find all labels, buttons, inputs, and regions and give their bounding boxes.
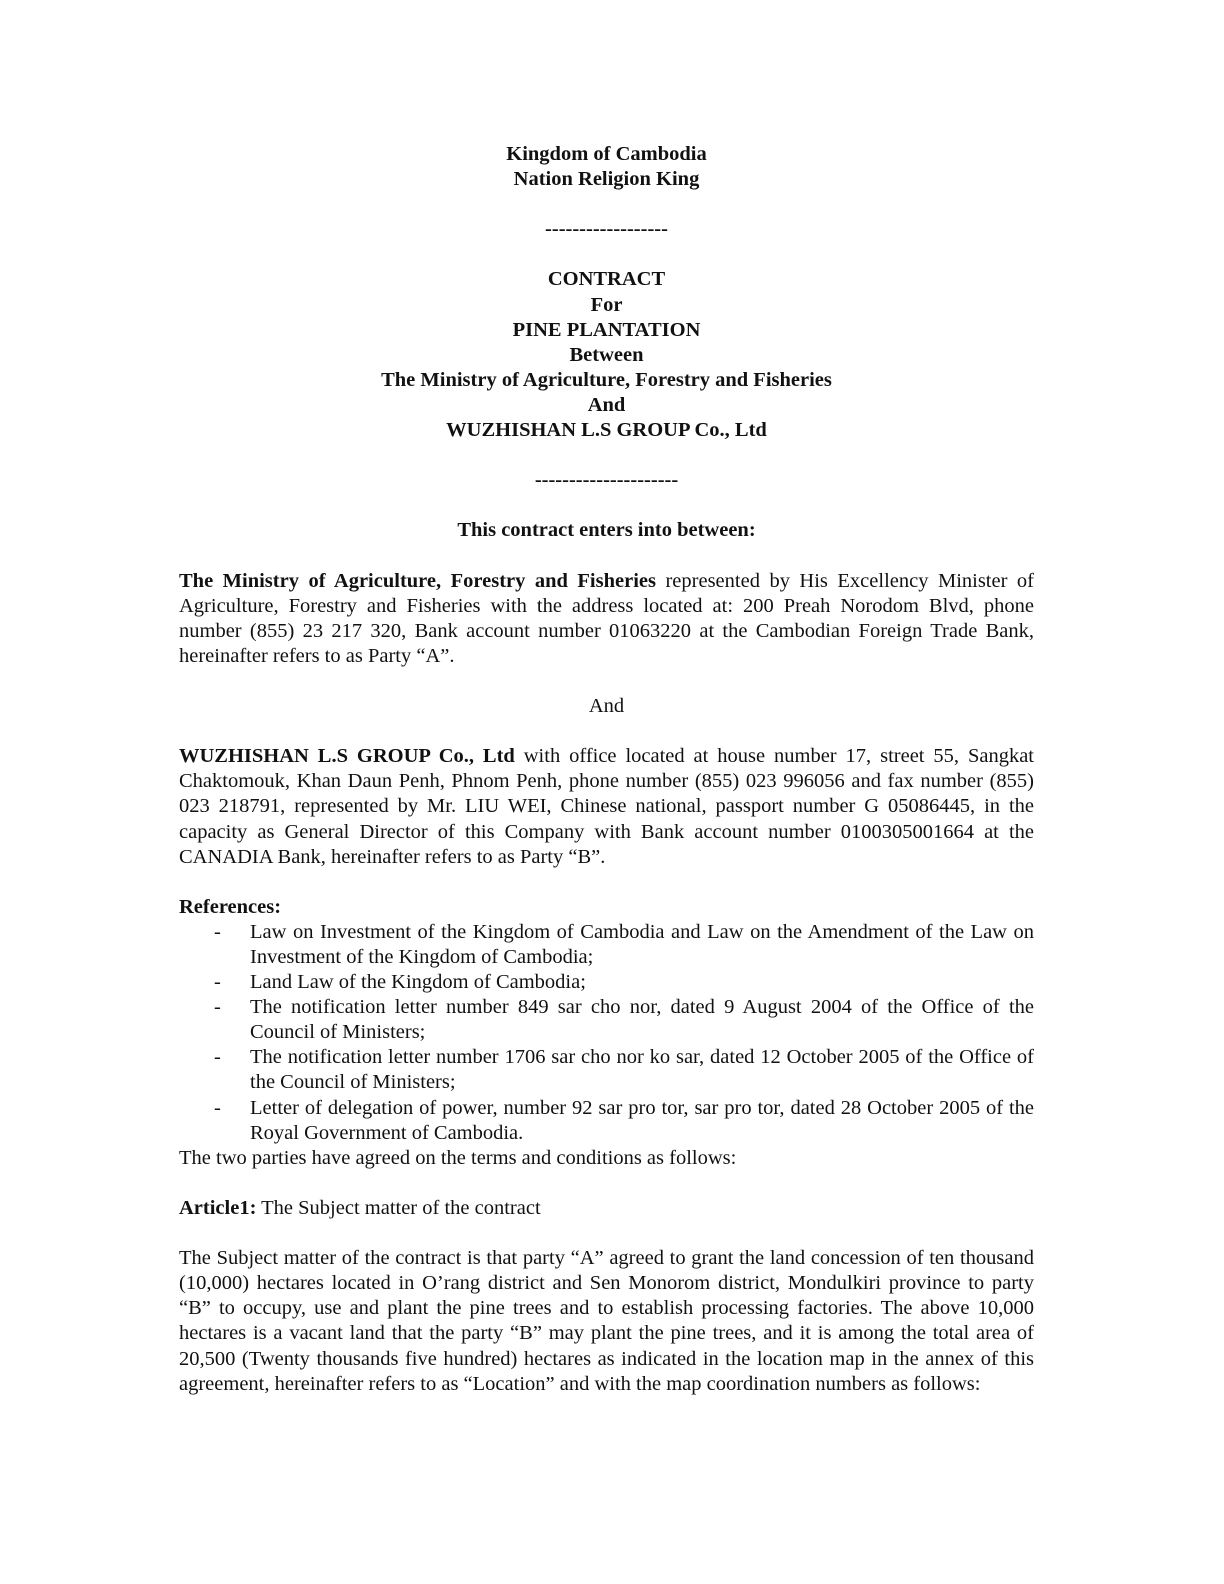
agreement-statement: The two parties have agreed on the terms and conditions as follows: (179, 1146, 737, 1169)
national-motto: Nation Religion King (513, 168, 700, 191)
party-b-paragraph (179, 744, 1034, 869)
spacer (179, 493, 1034, 518)
title-line: For (590, 293, 623, 316)
contract-title (179, 267, 1034, 443)
title-line: WUZHISHAN L.S GROUP Co., Ltd (446, 419, 767, 442)
spacer (179, 870, 1034, 895)
intro-heading: This contract enters into between: (457, 519, 756, 542)
bullet-dash: - (214, 971, 221, 994)
document-page (179, 142, 1034, 1397)
bullet-dash: - (214, 1046, 221, 1069)
spacer (179, 1171, 1034, 1196)
spacer (179, 669, 1034, 694)
title-line: The Ministry of Agriculture, Forestry and Fisheries (381, 368, 832, 391)
reference-item (179, 970, 1034, 995)
reference-text: The notification letter number 1706 sar cho nor ko sar, dated 12 October 2005 of the Office of the Council of Ministers; (250, 1046, 1034, 1094)
reference-text: Land Law of the Kingdom of Cambodia; (250, 971, 586, 994)
reference-item (179, 920, 1034, 970)
reference-text: The notification letter number 849 sar cho nor, dated 9 August 2004 of the Office of the Council of Ministers; (250, 996, 1034, 1044)
bullet-dash: - (214, 996, 221, 1019)
divider-bottom: --------------------- (534, 469, 679, 492)
title-line: Between (569, 343, 644, 366)
country-heading: Kingdom of Cambodia (506, 143, 707, 165)
reference-text: Law on Investment of the Kingdom of Cambodia and Law on the Amendment of the Law on Investment of the Kingdom of Cambodia; (250, 920, 1034, 968)
party-a-name: The Ministry of Agriculture, Forestry and Fisheries (179, 569, 656, 592)
reference-item (179, 1096, 1034, 1146)
title-line: CONTRACT (547, 268, 666, 291)
spacer (179, 443, 1034, 468)
references-heading: References: (179, 895, 282, 918)
divider-top: ------------------ (545, 218, 668, 241)
article1-body: The Subject matter of the contract is that party “A” agreed to grant the land concession of ten thousand (10,000) hectares located in O’rang district and Sen Monorom district, Mondulkiri province to party “B” to occupy, use and plant the pine trees and to establish processing factories. The above 10,000 hectares is a vacant land that the party “B” may plant the pine trees, and it is among the total area of 20,500 (Twenty thousands five hundred) hectares as indicated in the location map in the annex of this agreement, hereinafter refers to as “Location” and with the map coordination numbers as follows: (179, 1247, 1034, 1395)
bullet-dash: - (214, 920, 221, 943)
article1-heading (179, 1196, 1034, 1221)
spacer (179, 242, 1034, 267)
reference-item (179, 995, 1034, 1045)
spacer (179, 719, 1034, 744)
reference-item (179, 1045, 1034, 1095)
party-b-name: WUZHISHAN L.S GROUP Co., Ltd (179, 745, 515, 768)
spacer (179, 544, 1034, 569)
spacer (179, 1221, 1034, 1246)
spacer (179, 192, 1034, 217)
title-line: And (587, 393, 626, 416)
party-b-text: with office located at house number 17, street 55, Sangkat Chaktomouk, Khan Daun Penh, Phnom Penh, phone number (855) 023 996056 and fax number (855) 023 218791, represented by Mr. LIU WEI, Chinese national, passport number G 05086445, in the capacity as General Director of this Company with Bank account number 0100305001664 at the CANADIA Bank, hereinafter refers to as Party “B”. (179, 745, 1034, 868)
reference-text: Letter of delegation of power, number 92 sar pro tor, sar pro tor, dated 28 October 2005 of the Royal Government of Cambodia. (250, 1096, 1034, 1144)
title-line: PINE PLANTATION (512, 318, 701, 341)
party-a-paragraph (179, 569, 1034, 669)
article1-label: Article1: (179, 1196, 257, 1219)
bullet-dash: - (214, 1096, 221, 1119)
article1-title: The Subject matter of the contract (256, 1196, 541, 1219)
and-separator: And (588, 695, 625, 718)
references-list (179, 920, 1034, 1146)
party-a-text: represented by His Excellency Minister of Agriculture, Forestry and Fisheries with the address located at: 200 Preah Norodom Blvd, phone number (855) 23 217 320, Bank account number 01063220 at the Cambodian Foreign Trade Bank, hereinafter refers to as Party “A”. (179, 569, 1034, 667)
